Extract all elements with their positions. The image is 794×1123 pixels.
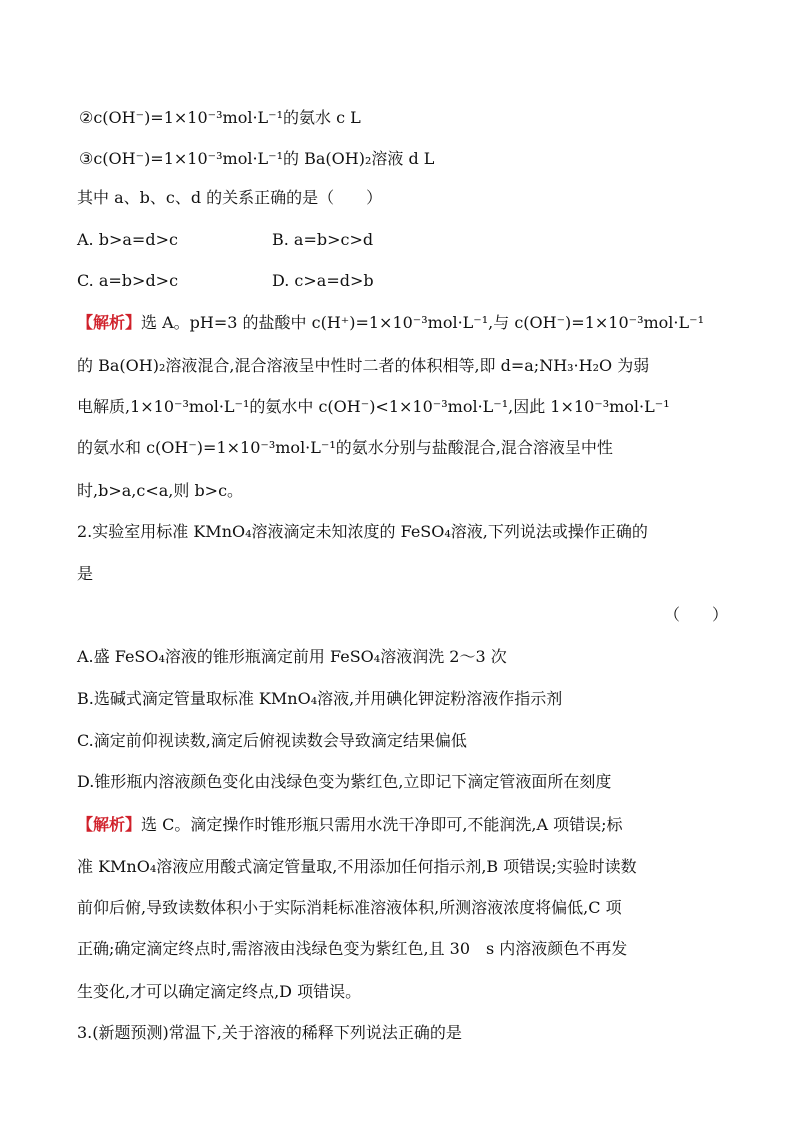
q2-option-a: A.盛 FeSO₄溶液的锥形瓶滴定前用 FeSO₄溶液润洗 2～3 次	[77, 647, 507, 666]
q1-analysis-line-3: 电解质,1×10⁻³mol·L⁻¹的氨水中 c(OH⁻)<1×10⁻³mol·L⁻¹,因此 1×10⁻³mol·L⁻¹	[77, 397, 670, 416]
q2-option-c: C.滴定前仰视读数,滴定后俯视读数会导致滴定结果偏低	[77, 731, 467, 750]
q1-option-a: A. b>a=d>c	[77, 230, 178, 249]
q2-analysis-line-1: 【解析】选 C。滴定操作时锥形瓶只需用水洗干净即可,不能润洗,A 项错误;标	[77, 815, 623, 834]
q1-analysis-line-5: 时,b>a,c<a,则 b>c。	[77, 481, 244, 500]
q1-option-d: D. c>a=d>b	[272, 271, 374, 290]
q1-condition-3: ③c(OH⁻)=1×10⁻³mol·L⁻¹的 Ba(OH)₂溶液 d L	[79, 149, 435, 168]
q1-condition-2: ②c(OH⁻)=1×10⁻³mol·L⁻¹的氨水 c L	[79, 108, 361, 127]
q2-analysis-line-5: 生变化,才可以确定滴定终点,D 项错误。	[77, 982, 362, 1001]
q1-analysis-tag: 【解析】	[77, 313, 142, 332]
q2-stem-line-1: 2.实验室用标准 KMnO₄溶液滴定未知浓度的 FeSO₄溶液,下列说法或操作正确的	[77, 522, 648, 541]
q2-analysis-tag: 【解析】	[77, 815, 142, 834]
q1-option-b: B. a=b>c>d	[272, 230, 374, 249]
q2-analysis-line-4: 正确;确定滴定终点时,需溶液由浅绿色变为紫红色,且 30 s 内溶液颜色不再发	[77, 939, 628, 958]
q1-question: 其中 a、b、c、d 的关系正确的是（ ）	[77, 188, 383, 207]
q2-option-b: B.选碱式滴定管量取标准 KMnO₄溶液,并用碘化钾淀粉溶液作指示剂	[77, 689, 563, 708]
q1-option-c: C. a=b>d>c	[77, 271, 179, 290]
q3-stem: 3.(新题预测)常温下,关于溶液的稀释下列说法正确的是	[77, 1023, 462, 1042]
q2-option-d: D.锥形瓶内溶液颜色变化由浅绿色变为紫红色,立即记下滴定管液面所在刻度	[77, 772, 612, 791]
q1-analysis-line-4: 的氨水和 c(OH⁻)=1×10⁻³mol·L⁻¹的氨水分别与盐酸混合,混合溶液呈中性	[77, 438, 613, 457]
q2-analysis-line-2: 准 KMnO₄溶液应用酸式滴定管量取,不用添加任何指示剂,B 项错误;实验时读数	[77, 857, 637, 876]
q1-analysis-line-2: 的 Ba(OH)₂溶液混合,混合溶液呈中性时二者的体积相等,即 d=a;NH₃·H₂O 为弱	[77, 356, 650, 375]
q1-analysis-line-1: 【解析】选 A。pH=3 的盐酸中 c(H⁺)=1×10⁻³mol·L⁻¹,与 c(OH⁻)=1×10⁻³mol·L⁻¹	[77, 313, 704, 332]
q2-analysis-line-3: 前仰后俯,导致读数体积小于实际消耗标准溶液体积,所测溶液浓度将偏低,C 项	[77, 898, 622, 917]
q2-answer-bracket: （ ）	[664, 605, 729, 624]
q2-stem-line-2: 是	[77, 564, 94, 583]
